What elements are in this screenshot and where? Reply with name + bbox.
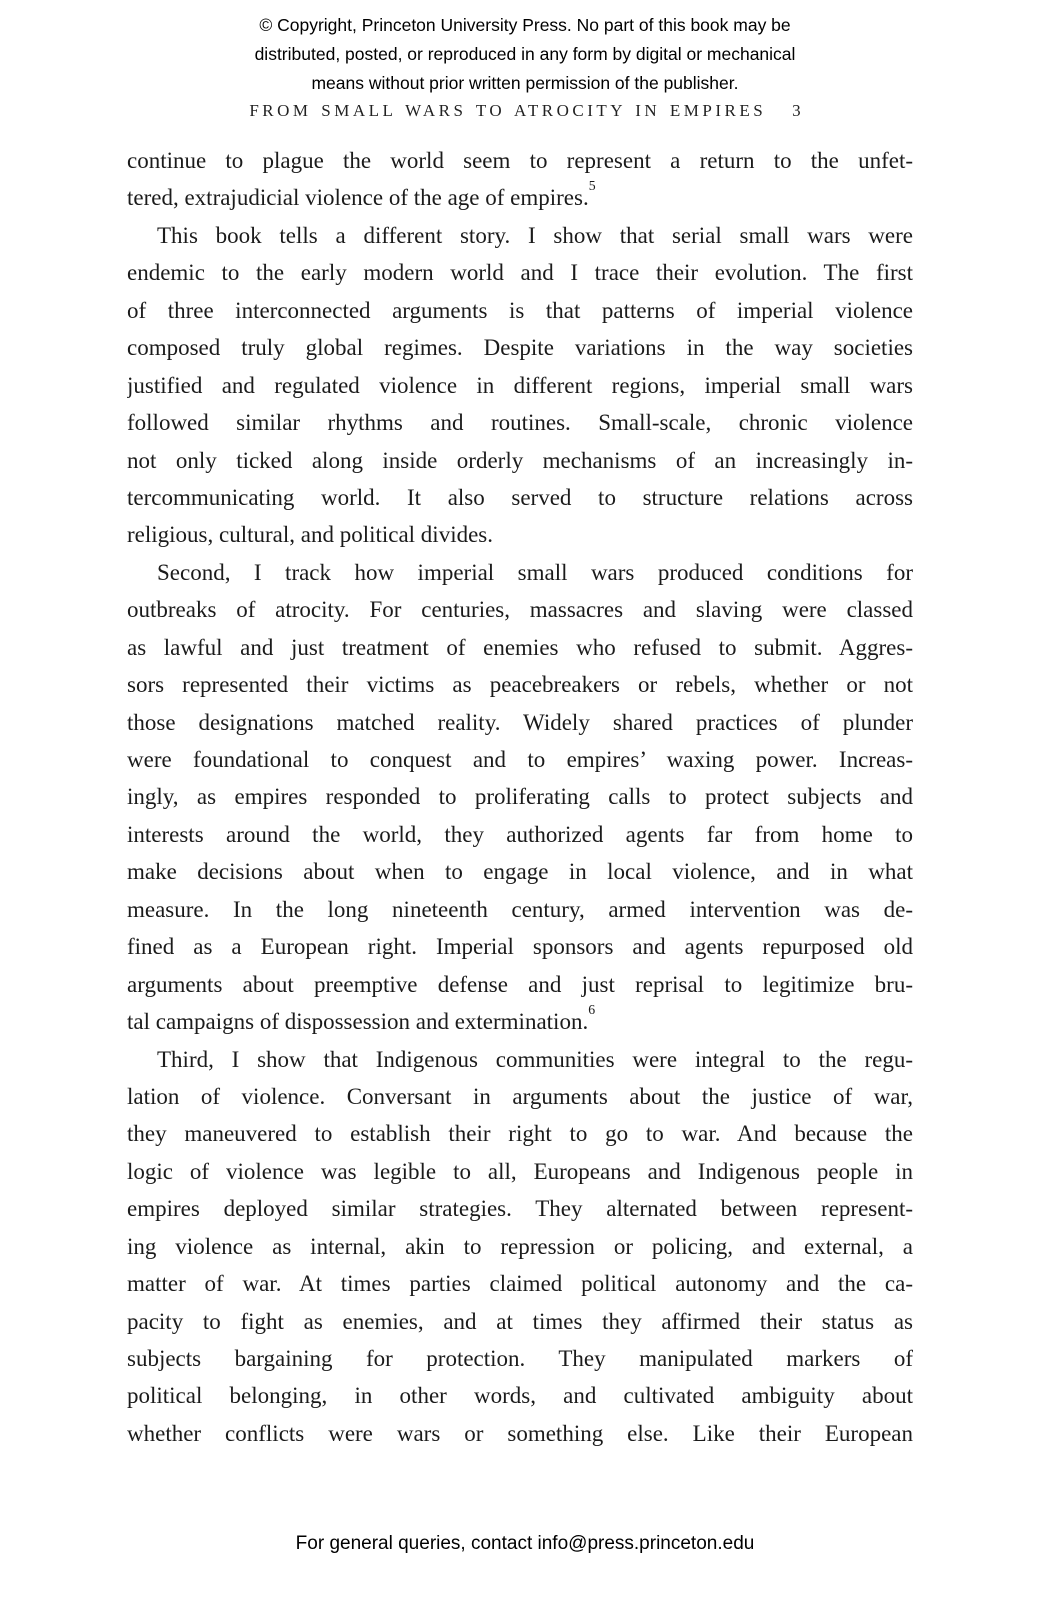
text-line: This book tells a different story. I show that serial small wars were [157, 222, 913, 248]
text-line: endemic to the early modern world and I trace their evolution. The first [127, 260, 913, 286]
footnote-marker: 5 [588, 179, 596, 194]
text-line: Third, I show that Indigenous communities were integral to the regu- [157, 1046, 913, 1072]
body-text [127, 142, 913, 1452]
footnote-marker: 6 [588, 1003, 596, 1017]
text-line: matter of war. At times parties claimed political autonomy and the ca- [127, 1271, 913, 1297]
text-line: fined as a European right. Imperial sponsors and agents repurposed old [127, 934, 913, 960]
copyright-line: distributed, posted, or reproduced in any form by digital or mechanical [254, 44, 796, 64]
text-line: subjects bargaining for protection. They manipulated markers of [127, 1346, 913, 1371]
text-line: outbreaks of atrocity. For centuries, massacres and slaving were classed [127, 597, 913, 623]
text-line: not only ticked along inside orderly mechanisms of an increasingly in- [127, 447, 913, 473]
text-line: were foundational to conquest and to empires’ waxing power. Increas- [127, 747, 913, 772]
text-line: political belonging, in other words, and cultivated ambiguity about [127, 1383, 913, 1409]
running-head [0, 101, 1050, 121]
copyright-notice [0, 11, 1050, 98]
copyright-line: means without prior written permission of the publisher. [311, 73, 739, 93]
page-number: 3 [792, 101, 801, 120]
text-line: ing violence as internal, akin to repression or policing, and external, a [127, 1233, 913, 1259]
text-line: continue to plague the world seem to represent a return to the unfet- [127, 148, 913, 173]
text-line: empires deployed similar strategies. They alternated between represent- [127, 1196, 913, 1222]
text-line: of three interconnected arguments is that patterns of imperial violence [127, 297, 913, 323]
text-line: logic of violence was legible to all, Europeans and Indigenous people in [127, 1158, 913, 1184]
text-line: they maneuvered to establish their right to go to war. And because the [127, 1121, 913, 1147]
footer-text: For general queries, contact info@press.princeton.edu [295, 1533, 755, 1554]
text-line: Second, I track how imperial small wars produced conditions for [157, 559, 913, 585]
text-line: justified and regulated violence in different regions, imperial small wars [127, 372, 913, 398]
text-line: religious, cultural, and political divides. [127, 522, 494, 548]
running-head-title: FROM SMALL WARS TO ATROCITY IN EMPIRES [249, 101, 767, 120]
text-line: lation of violence. Conversant in arguments about the justice of war, [127, 1083, 913, 1109]
text-line: measure. In the long nineteenth century, armed intervention was de- [127, 896, 913, 922]
text-line: composed truly global regimes. Despite variations in the way societies [127, 335, 913, 361]
copyright-line: © Copyright, Princeton University Press. No part of this book may be [259, 15, 791, 35]
text-line: whether conflicts were wars or something else. Like their European [127, 1420, 913, 1446]
text-line: tered, extrajudicial violence of the age of empires.$^5$ [127, 179, 596, 211]
text-line: followed similar rhythms and routines. Small-scale, chronic violence [127, 410, 913, 436]
text-line: make decisions about when to engage in local violence, and in what [127, 859, 913, 885]
text-line: tercommunicating world. It also served to structure relations across [127, 484, 913, 510]
text-line: arguments about preemptive defense and just reprisal to legitimize bru- [127, 971, 913, 997]
text-line: interests around the world, they authorized agents far from home to [127, 821, 913, 847]
text-line: as lawful and just treatment of enemies who refused to submit. Aggres- [127, 634, 913, 660]
text-line: pacity to fight as enemies, and at times they affirmed their status as [127, 1308, 913, 1334]
text-line: those designations matched reality. Widely shared practices of plunder [127, 709, 913, 735]
text-line: ingly, as empires responded to proliferating calls to protect subjects and [127, 784, 913, 810]
text-line: sors represented their victims as peacebreakers or rebels, whether or not [127, 672, 913, 698]
text-line: tal campaigns of dispossession and extermination.$^6$ [127, 1003, 596, 1035]
